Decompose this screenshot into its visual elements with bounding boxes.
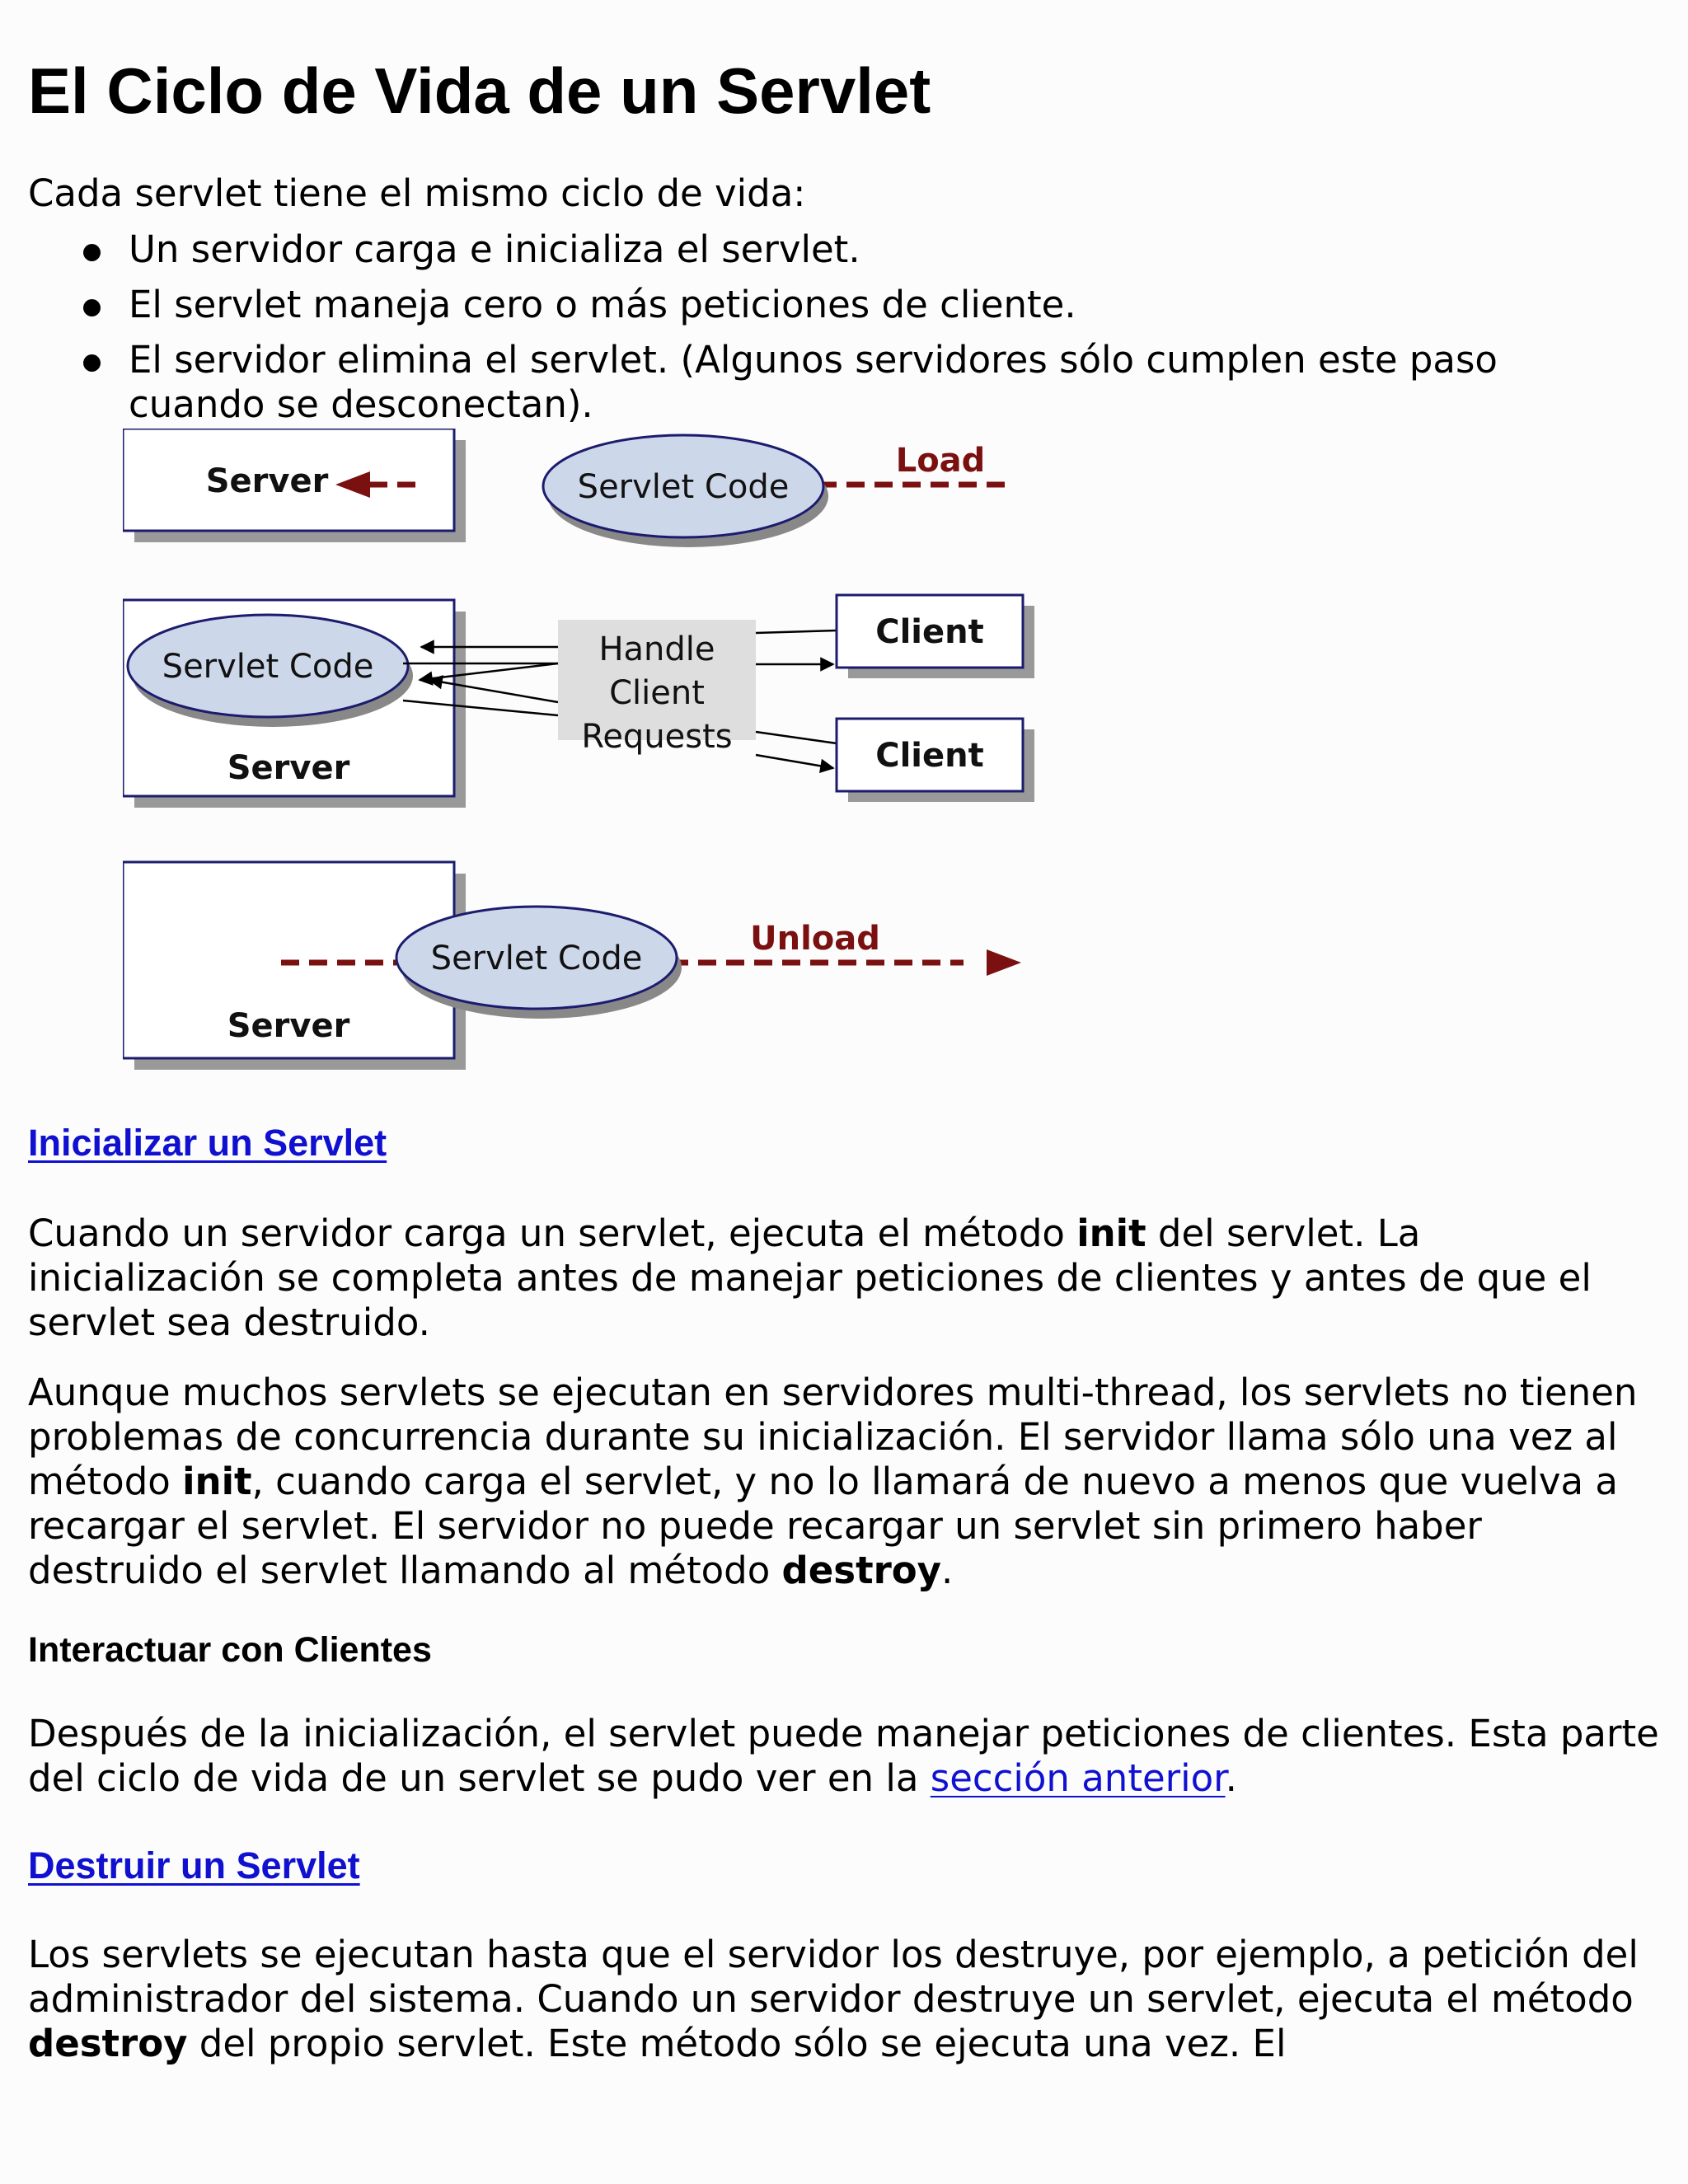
page-title: El Ciclo de Vida de un Servlet: [28, 54, 931, 127]
list-item: Un servidor carga e inicializa el servlet.: [129, 227, 1629, 272]
client-connector: [756, 732, 837, 743]
list-item: El servidor elimina el servlet. (Algunos servidores sólo cumplen este paso cuando se desconectan).: [129, 338, 1629, 427]
unload-arrowhead-icon: [987, 949, 1021, 976]
bullet-icon: [83, 354, 101, 372]
bullet-icon: [83, 299, 101, 316]
load-label: Load: [895, 442, 986, 480]
intro-text: Cada servlet tiene el mismo ciclo de vida:: [28, 171, 806, 215]
unload-panel: [123, 862, 1021, 1070]
servlet-code-label: Servlet Code: [430, 940, 643, 977]
servlet-code-label: Servlet Code: [162, 648, 374, 686]
client-label: Client: [875, 613, 984, 651]
bullet-icon: [83, 244, 101, 261]
handle-label-line-1: Handle: [598, 630, 715, 668]
interact-heading: Interactuar con Clientes: [28, 1630, 432, 1670]
unload-label: Unload: [750, 920, 880, 958]
server-label: Server: [227, 749, 350, 787]
handle-requests-panel: [123, 595, 1034, 808]
load-panel: [123, 429, 1015, 547]
client-arrow: [756, 755, 833, 768]
client-connector: [756, 630, 837, 633]
interact-paragraph: Después de la inicialización, el servlet puede manejar peticiones de clientes. Esta parte del ciclo de vida de un servlet se pudo ver en la sección anterior.: [28, 1712, 1659, 1800]
destroy-paragraph: Los servlets se ejecutan hasta que el servidor los destruye, por ejemplo, a petición del administrador del sistema. Cuando un servidor destruye un servlet, ejecuta el método destroy del propio servlet. Este método sólo se ejecuta una vez. El: [28, 1933, 1639, 2065]
init-paragraph-2: Aunque muchos servlets se ejecutan en servidores multi-thread, los servlets no tienen problemas de concurrencia durante su inicialización. El servidor llama sólo una vez al método init, cuando carga el servlet, y no lo llamará de nuevo a menos que vuelva a recargar el servlet. El servidor no puede recargar un servlet sin primero haber destruido el servlet llamando al método destroy.: [28, 1371, 1638, 1592]
list-item: El servlet maneja cero o más peticiones de cliente.: [129, 283, 1629, 327]
handle-label-line-2: Client: [609, 674, 705, 712]
previous-section-link[interactable]: sección anterior: [930, 1756, 1226, 1800]
servlet-code-label: Servlet Code: [577, 468, 790, 506]
client-label: Client: [875, 737, 984, 775]
init-paragraph-1: Cuando un servidor carga un servlet, ejecuta el método init del servlet. La inicialización se completa antes de manejar peticiones de clientes y antes de que el servlet sea destruido.: [28, 1212, 1592, 1344]
handle-label-line-3: Requests: [581, 718, 733, 756]
init-section-link[interactable]: Inicializar un Servlet: [28, 1122, 387, 1164]
server-label: Server: [227, 1007, 350, 1045]
servlet-lifecycle-diagram: [123, 429, 1079, 1088]
destroy-section-link[interactable]: Destruir un Servlet: [28, 1844, 360, 1886]
server-label: Server: [205, 462, 329, 500]
lifecycle-list: [28, 227, 1629, 438]
